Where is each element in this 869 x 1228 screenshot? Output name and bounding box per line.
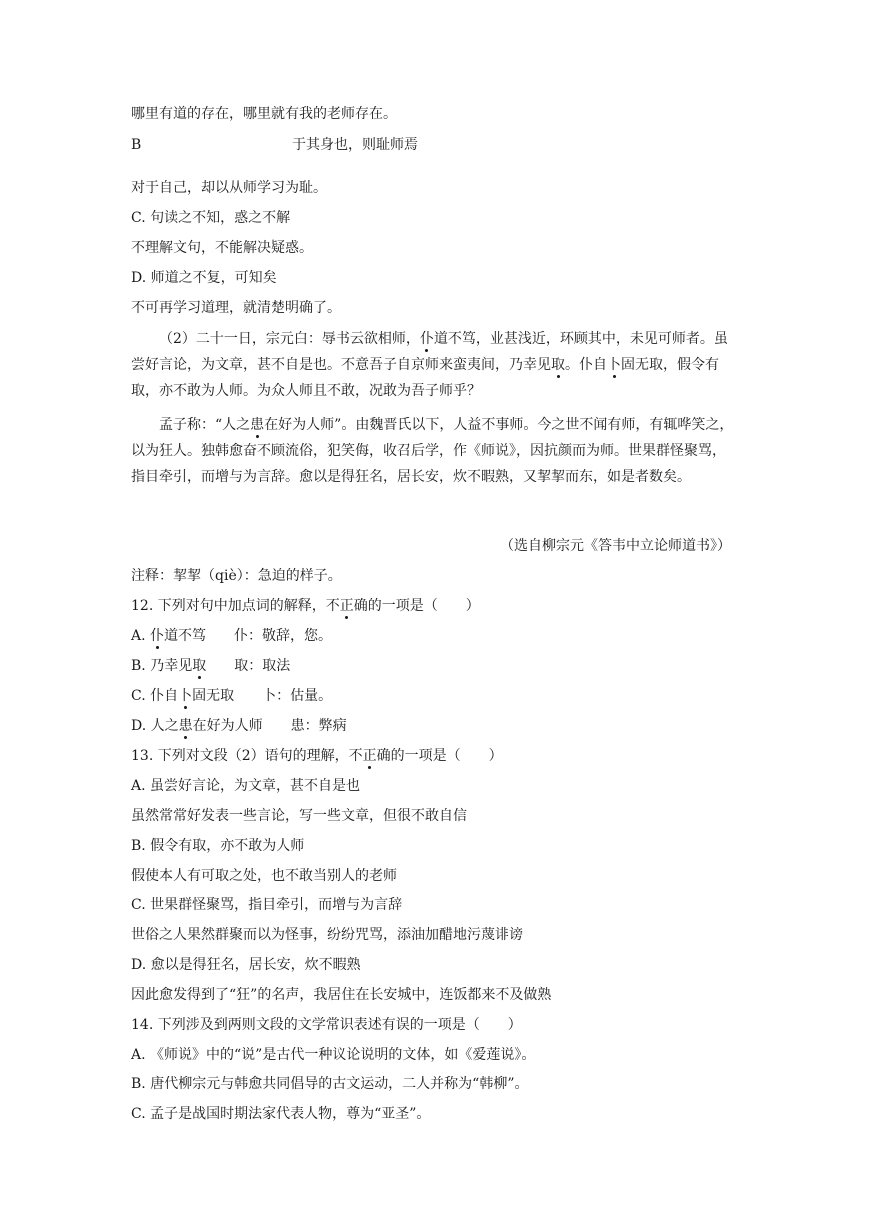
q13-option-d-translation: 因此愈发得到了“狂”的名声，我居住在长安城中，连饭都来不及做熟 [131,987,552,1003]
q14-option-a: A. 《师说》中的“说”是古代一种议论说明的文体，如《爱莲说》。 [131,1047,536,1063]
emphasis-dotted: 不正确 [325,598,368,614]
option-b-label: B [131,137,142,153]
option-d-translation: 不可再学习道理，就清楚明确了。 [131,300,341,316]
dotted-char: 卜 [607,357,621,373]
q12-option-d: D. 人之患在好为人师 患：弊病 [131,718,347,734]
question-13: 13. 下列对文段（2）语句的理解，不正确的一项是（ ） [131,748,503,764]
q12-option-c: C. 仆自卜固无取 卜：估量。 [131,688,333,704]
q12-option-a: A. 仆道不笃 仆：敬辞，您。 [131,628,333,644]
q13-option-c-translation: 世俗之人果然群聚而以为怪事，纷纷咒骂，添油加醋地污蔑诽谤 [131,927,523,943]
passage-3: 孟子称：“人之患在好为人师”。由魏晋氏以下，人益不事师。今之世不闻有师，有辄哗笑之，以为狂人。独韩愈奋不顾流俗，犯笑侮，收召后学，作《师说》，因抗颜而为师。世果群怪聚骂，指目牵引，而增与为言辞。愈以是得狂名，居长安，炊不暇熟，又挈挈而东，如是者数矣。 [131,417,734,485]
option-b-line [131,135,418,155]
emphasis-dotted: 不正确 [348,748,391,764]
dotted-char: 取 [551,357,565,373]
option-c-translation: 不理解文句，不能解决疑惑。 [131,240,313,256]
source-citation: （选自柳宗元《答韦中立论师道书》） [500,538,731,554]
q14-option-c: C. 孟子是战国时期法家代表人物，尊为“亚圣”。 [131,1106,431,1122]
passage-2: （2）二十一日，宗元白：辱书云欲相师，仆道不笃，业甚浅近，环顾其中，未见可师者。虽尝好言论，为文章，甚不自是也。不意吾子自京师来蛮夷间，乃幸见取。仆自卜固无取，假令有取，亦不敢为人师。为众人师且不敢，况敢为吾子师乎？ [131,331,728,399]
q13-option-a-translation: 虽然常常好发表一些言论，写一些文章，但很不敢自信 [131,808,467,824]
dotted-char: 仆 [150,628,165,644]
dotted-char: 患 [178,718,193,734]
option-b-text: 于其身也，则耻师焉 [292,137,418,153]
dotted-char: 仆 [419,331,434,347]
question-14: 14. 下列涉及到两则文段的文学常识表述有误的一项是（ ） [131,1017,522,1033]
q13-option-c: C. 世果群怪聚骂，指目牵引，而增与为言辞 [131,897,403,913]
dotted-char: 卜 [178,688,193,704]
dotted-char: 取 [192,658,207,674]
q13-option-b-translation: 假使本人有可取之处，也不敢当别人的老师 [131,868,397,884]
q13-option-a: A. 虽尝好言论，为文章，甚不自是也 [131,778,361,794]
q14-option-b: B. 唐代柳宗元与韩愈共同倡导的古文运动，二人并称为“韩柳”。 [131,1076,529,1092]
option-d-text: D. 师道之不复，可知矣 [131,270,277,286]
dotted-char: 患 [250,417,265,433]
annotation-note: 注释：挈挈（qiè）：急迫的样子。 [131,568,342,584]
q12-option-b: B. 乃幸见取 取：取法 [131,658,291,674]
option-b-translation: 对于自己，却以从师学习为耻。 [131,180,327,196]
answer-a-translation: 哪里有道的存在，哪里就有我的老师存在。 [131,106,397,122]
question-12: 12. 下列对句中加点词的解释，不正确的一项是（ ） [131,598,480,614]
q13-option-b: B. 假令有取，亦不敢为人师 [131,838,305,854]
option-c-text: C. 句读之不知，惑之不解 [131,210,291,226]
q13-option-d: D. 愈以是得狂名，居长安，炊不暇熟 [131,957,361,973]
